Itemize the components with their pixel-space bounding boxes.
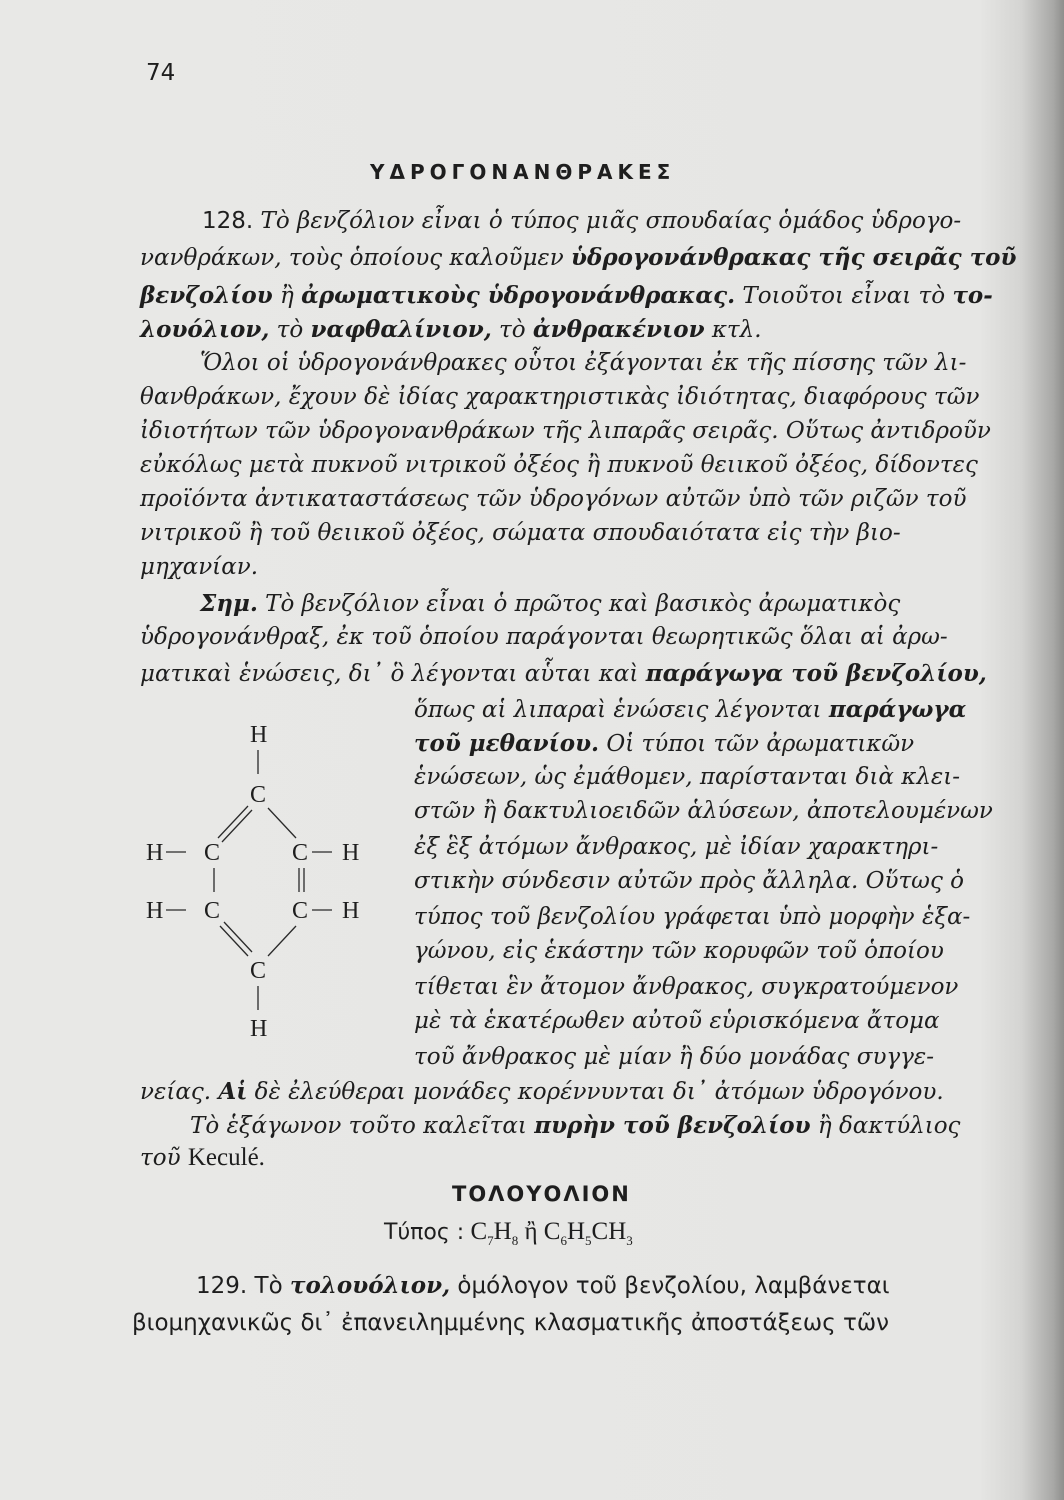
paragraph-128-line-4: λουόλιον, τὸ ναφθαλίνιον, τὸ ἀνθρακένιον κτλ. [140, 316, 762, 343]
paragraph-2-line-7: μηχανίαν. [140, 554, 259, 580]
note-line-8: ἐξ ἓξ ἀτόμων ἄνθρακος, μὲ ἰδίαν χαρακτηρι- [414, 834, 939, 860]
paragraph-2-line-5: προϊόντα ἀντικαταστάσεως τῶν ὑδρογόνων αὐτῶν ὑπὸ τῶν ριζῶν τοῦ [140, 486, 967, 512]
bond-double-top-left-a [218, 806, 248, 838]
paragraph-128-line-3: βενζολίου ἢ ἀρωματικοὺς ὑδρογονάνθρακας. Τοιοῦτοι εἶναι τὸ το- [140, 282, 993, 309]
note-line-3: ματικαὶ ἑνώσεις, δι᾽ ὃ λέγονται αὗται καὶ παράγωγα τοῦ βενζολίου, [140, 660, 987, 687]
atom-c-top: C [250, 782, 267, 808]
toluene-formula: Τύπος : $C_7H_8$ ἢ $C_6H_5CH_3$ [384, 1218, 633, 1248]
note-line-12: τίθεται ἓν ἄτομον ἄνθρακος, συγκρατούμενον [414, 974, 959, 1000]
paragraph-2-line-1: Ὅλοι οἱ ὑδρογονάνθρακες οὗτοι ἐξάγονται ἐκ τῆς πίσσης τῶν λι- [200, 350, 967, 376]
bond-top-right [268, 808, 296, 838]
atom-c-bottom: C [250, 958, 267, 984]
atom-h-bottom: H [250, 1016, 268, 1040]
section-title: ΥΔΡΟΓΟΝΑΝΘΡΑΚΕΣ [370, 160, 676, 184]
bond-double-top-left-b [222, 810, 252, 842]
paragraph-2-line-2: θανθράκων, ἔχουν δὲ ἰδίας χαρακτηριστικὰς ἰδιότητας, διαφόρους τῶν [140, 384, 980, 410]
note-line-13: μὲ τὰ ἑκατέρωθεν αὐτοῦ εὑρισκόμενα ἄτομα [414, 1008, 940, 1034]
atom-h-top: H [250, 722, 268, 748]
paragraph-2-line-6: νιτρικοῦ ἢ τοῦ θειικοῦ ὀξέος, σώματα σπουδαιότατα εἰς τὴν βιο- [140, 520, 901, 546]
paragraph-number: 129. [196, 1273, 248, 1299]
note-line-7: στῶν ἢ δακτυλιοειδῶν ἁλύσεων, ἀποτελουμένων [414, 798, 993, 824]
atom-c-left-2: C [204, 898, 221, 924]
bond-bottom-right [268, 926, 296, 956]
paragraph-number: 128. [202, 208, 254, 234]
note-line-17: τοῦ Keculé. [140, 1144, 265, 1171]
paragraph-129-line-1: 129. Τὸ τολουόλιον, ὁμόλογον τοῦ βενζολίου, λαμβάνεται [196, 1272, 890, 1299]
benzene-structure-diagram [140, 720, 380, 1040]
atom-c-right-2: C [292, 898, 309, 924]
note-line-6: ἑνώσεων, ὡς ἐμάθομεν, παρίστανται διὰ κλει- [414, 764, 961, 790]
note-line-5: τοῦ μεθανίου. Οἱ τύποι τῶν ἀρωματικῶν [414, 730, 915, 757]
atom-c-right-1: C [292, 840, 309, 866]
note-line-11: γώνου, εἰς ἑκάστην τῶν κορυφῶν τοῦ ὁποίου [414, 938, 944, 964]
note-line-16: Τὸ ἑξάγωνον τοῦτο καλεῖται πυρὴν τοῦ βενζολίου ἢ δακτύλιος [190, 1112, 961, 1139]
bond-double-bottom-left-a [220, 926, 248, 956]
note-line-10: τύπος τοῦ βενζολίου γράφεται ὑπὸ μορφὴν ἑξα- [414, 904, 971, 930]
paragraph-129-line-2: βιομηχανικῶς δι᾽ ἐπανειλημμένης κλασματικῆς ἀποστάξεως τῶν [132, 1310, 889, 1336]
note-line-4: ὅπως αἱ λιπαραὶ ἑνώσεις λέγονται παράγωγα [414, 696, 967, 723]
note-line-2: ὑδρογονάνθραξ, ἐκ τοῦ ὁποίου παράγονται θεωρητικῶς ὅλαι αἱ ἀρω- [140, 624, 948, 650]
paragraph-128-line-1: 128. Τὸ βενζόλιον εἶναι ὁ τύπος μιᾶς σπουδαίας ὁμάδος ὑδρογο- [202, 208, 962, 234]
bond-double-bottom-left-b [224, 922, 252, 952]
paragraph-2-line-3: ἰδιοτήτων τῶν ὑδρογονανθράκων τῆς λιπαρᾶς σειρᾶς. Οὕτως ἀντιδροῦν [140, 418, 991, 444]
page-number: 74 [146, 60, 176, 86]
atom-c-left-1: C [204, 840, 221, 866]
atom-h-right-2: H [342, 898, 360, 924]
atom-h-right-1: H [342, 840, 360, 866]
paragraph-128-line-2: νανθράκων, τοὺς ὁποίους καλοῦμεν ὑδρογονάνθρακας τῆς σειρᾶς τοῦ [140, 244, 1017, 271]
note-line-14: τοῦ ἄνθρακος μὲ μίαν ἢ δύο μονάδας συγγε- [414, 1044, 935, 1070]
atom-h-left-2: H [146, 898, 164, 924]
note-line-15: νείας. Αἱ δὲ ἐλεύθεραι μονάδες κορέννυνται δι᾽ ἀτόμων ὑδρογόνου. [140, 1078, 944, 1105]
note-line-1: Σημ. Τὸ βενζόλιον εἶναι ὁ πρῶτος καὶ βασικὸς ἀρωματικὸς [200, 590, 901, 617]
note-line-9: στικὴν σύνδεσιν αὐτῶν πρὸς ἄλληλα. Οὕτως ὁ [414, 868, 964, 894]
toluene-title: ΤΟΛΟΥΟΛΙΟΝ [452, 1182, 631, 1206]
note-label: Σημ. [200, 590, 258, 617]
paragraph-2-line-4: εὐκόλως μετὰ πυκνοῦ νιτρικοῦ ὀξέος ἢ πυκνοῦ θειικοῦ ὀξέος, δίδοντες [140, 452, 978, 478]
atom-h-left-1: H [146, 840, 164, 866]
